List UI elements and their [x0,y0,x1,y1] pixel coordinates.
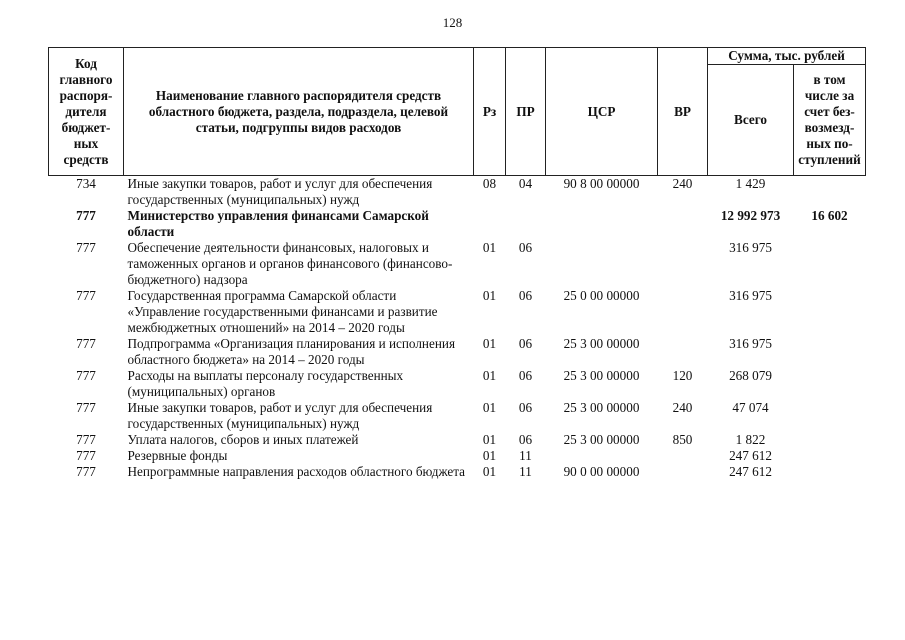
table-row [49,336,866,368]
header-vr: ВР [658,48,708,176]
header-rz: Рз [474,48,506,176]
cell-incl [794,336,866,368]
cell-code: 777 [76,288,96,303]
cell-pr: 06 [518,432,533,447]
cell-rz: 01 [482,240,497,255]
table-row [49,448,866,464]
cell-pr: 06 [518,400,533,415]
cell-incl [794,400,866,432]
cell-vr [658,336,708,368]
cell-incl [794,240,866,288]
cell-csr [546,448,658,464]
cell-rz: 01 [482,448,497,463]
cell-pr: 11 [519,464,532,479]
cell-pr: 06 [518,288,533,303]
cell-code: 777 [76,432,96,447]
cell-total: 12 992 973 [720,208,781,223]
cell-name: Уплата налогов, сборов и иных платежей [127,432,359,447]
cell-incl [794,288,866,336]
cell-vr: 850 [672,432,693,447]
cell-total: 316 975 [729,288,772,303]
budget-table-container [48,47,865,480]
table-row [49,176,866,209]
cell-name: Расходы на выплаты персоналу государственных (муниципальных) органов [127,368,404,399]
table-row [49,240,866,288]
header-name: Наименование главного распорядителя средств областного бюджета, раздела, подраздела, целевой статьи, подгруппы видов расходов [124,48,474,176]
cell-vr [658,464,708,480]
header-csr: ЦСР [546,48,658,176]
cell-csr [546,208,658,240]
cell-vr [658,208,708,240]
cell-name: Подпрограмма «Организация планирования и исполнения областного бюджета» на 2014 – 2020 годы [127,336,456,367]
cell-name: Резервные фонды [127,448,228,463]
cell-total: 316 975 [729,336,772,351]
cell-incl [794,368,866,400]
cell-incl [794,448,866,464]
cell-name: Иные закупки товаров, работ и услуг для обеспечения государственных (муниципальных) нужд [127,176,433,207]
cell-total: 247 612 [729,464,772,479]
cell-name: Обеспечение деятельности финансовых, налоговых и таможенных органов и органов финансового (финансово-бюджетного) надзора [127,240,453,287]
table-body [49,176,866,481]
cell-incl [794,432,866,448]
cell-code: 777 [76,448,96,463]
cell-csr: 25 3 00 00000 [563,432,640,447]
cell-csr: 25 3 00 00000 [563,400,640,415]
cell-code: 777 [76,368,96,383]
header-incl: в том числе за счет без-возмезд-ных по-ступлений [794,65,866,176]
cell-pr: 06 [518,240,533,255]
cell-total: 47 074 [732,400,769,415]
cell-total: 316 975 [729,240,772,255]
cell-csr [546,240,658,288]
cell-code: 777 [76,336,96,351]
cell-csr: 25 3 00 00000 [563,336,640,351]
cell-name: Иные закупки товаров, работ и услуг для обеспечения государственных (муниципальных) нужд [127,400,433,431]
header-sum: Сумма, тыс. рублей [708,48,866,65]
cell-vr [658,448,708,464]
cell-vr: 120 [672,368,693,383]
cell-rz: 01 [482,432,497,447]
cell-total: 247 612 [729,448,772,463]
header-code: Код главного распоря-дителя бюджет-ных средств [49,48,124,176]
table-row [49,400,866,432]
cell-total: 1 822 [735,432,766,447]
cell-total: 1 429 [735,176,766,191]
cell-pr: 11 [519,448,532,463]
cell-name: Министерство управления финансами Самарской области [127,208,429,239]
cell-rz: 01 [482,400,497,415]
cell-csr: 90 8 00 00000 [563,176,640,191]
cell-total: 268 079 [729,368,772,383]
cell-vr: 240 [672,176,693,191]
cell-vr [658,288,708,336]
cell-code: 777 [76,208,96,223]
cell-vr [658,240,708,288]
header-pr: ПР [506,48,546,176]
cell-code: 777 [76,464,96,479]
cell-rz: 08 [482,176,497,191]
cell-name: Государственная программа Самарской области «Управление государственными финансами и развитие межбюджетных отношений» на 2014 – 2020 годы [127,288,438,335]
cell-vr: 240 [672,400,693,415]
cell-csr: 25 0 00 00000 [563,288,640,303]
cell-incl [794,176,866,209]
budget-table [48,47,866,480]
cell-rz [474,208,506,240]
cell-pr: 06 [518,368,533,383]
cell-rz: 01 [482,288,497,303]
table-row [49,464,866,480]
cell-code: 734 [76,176,96,191]
table-row [49,288,866,336]
table-row [49,208,866,240]
cell-pr: 04 [518,176,533,191]
table-header [49,48,866,176]
cell-rz: 01 [482,368,497,383]
header-total: Всего [708,65,794,176]
page-number: 128 [442,15,463,30]
cell-code: 777 [76,240,96,255]
cell-rz: 01 [482,464,497,479]
cell-pr [506,208,546,240]
cell-rz: 01 [482,336,497,351]
cell-csr: 90 0 00 00000 [563,464,640,479]
cell-code: 777 [76,400,96,415]
table-row [49,432,866,448]
table-row [49,368,866,400]
cell-pr: 06 [518,336,533,351]
cell-csr: 25 3 00 00000 [563,368,640,383]
cell-incl: 16 602 [811,208,848,223]
cell-name: Непрограммные направления расходов областного бюджета [127,464,466,479]
cell-incl [794,464,866,480]
